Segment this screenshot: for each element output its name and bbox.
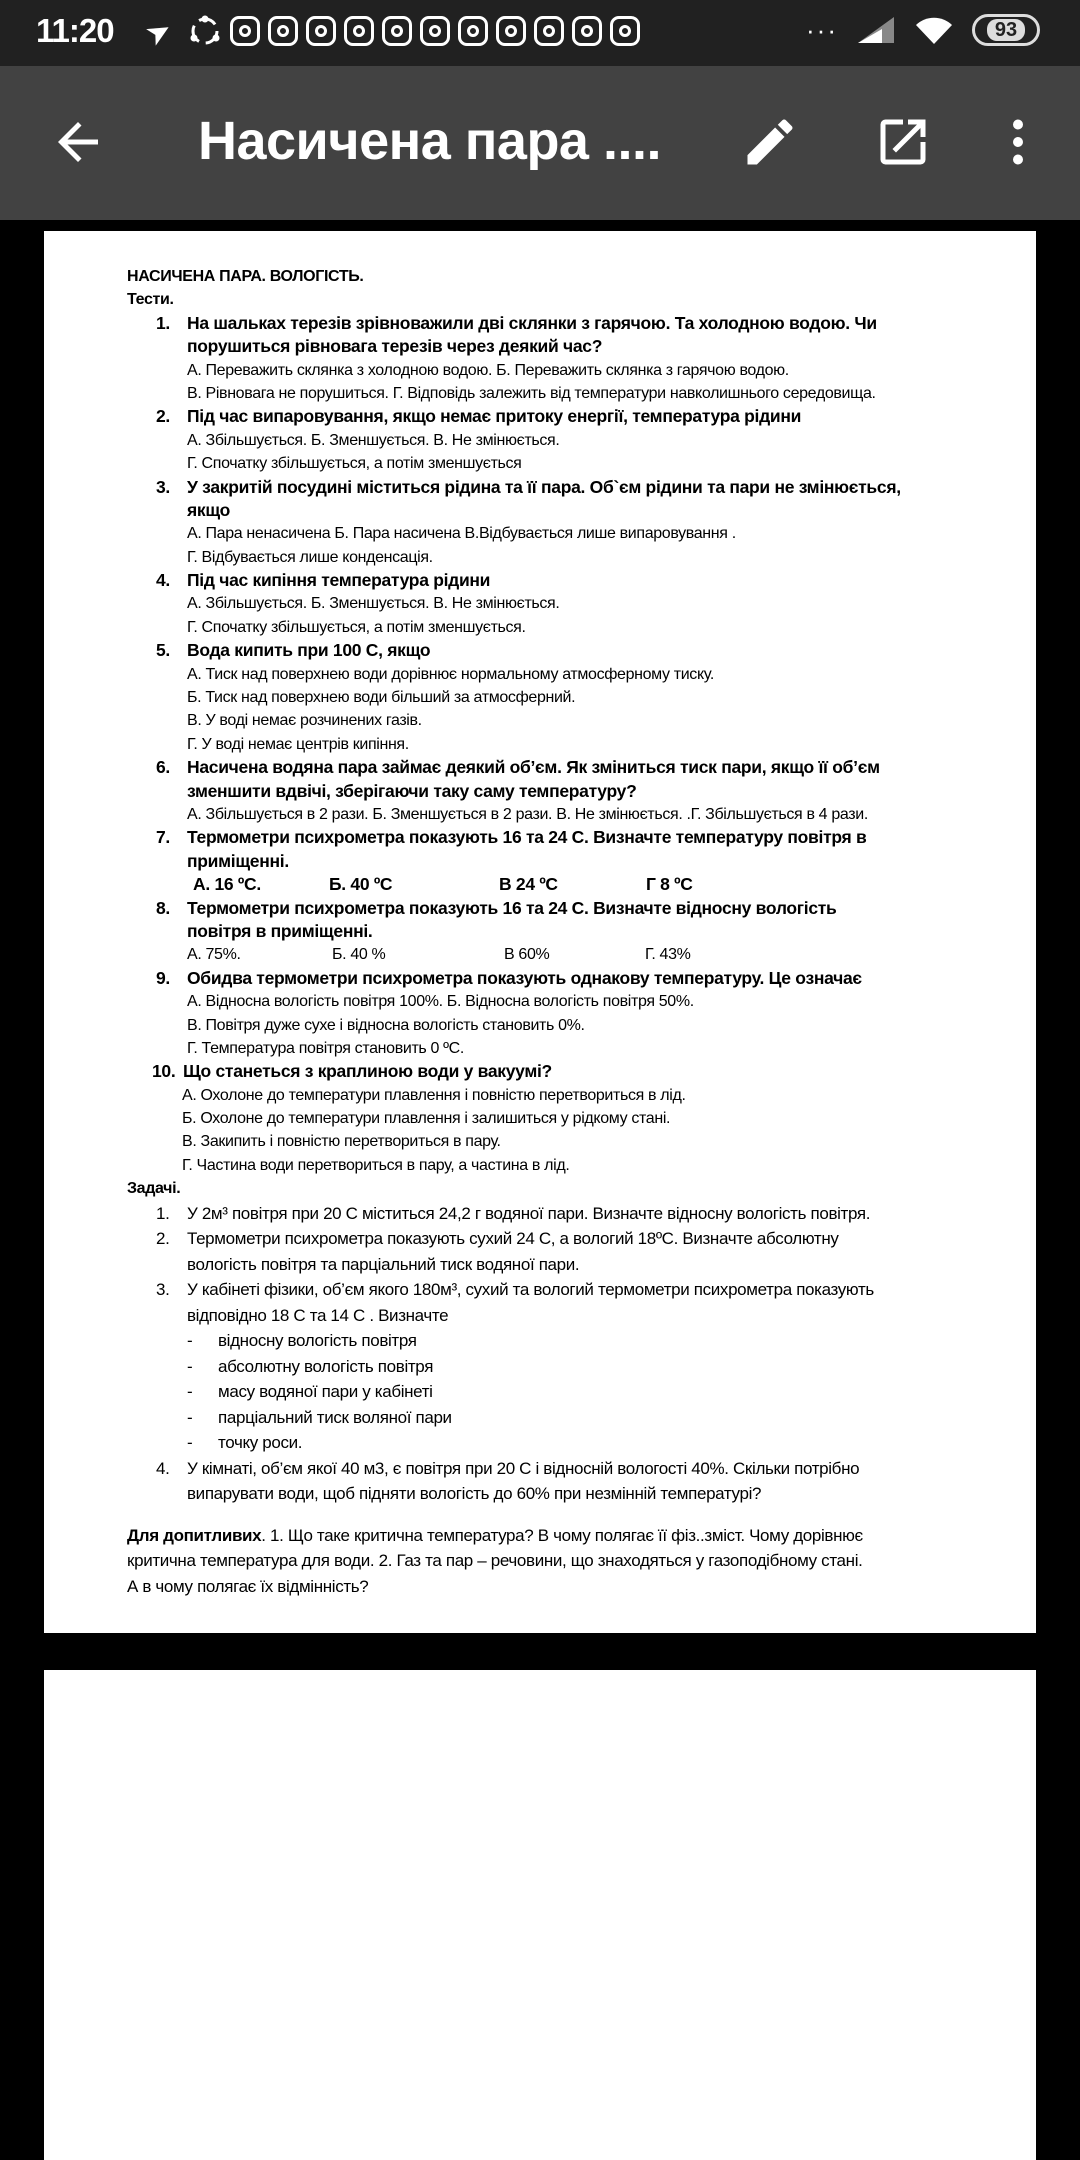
status-bar xyxy=(0,0,1080,66)
test-question-line xyxy=(127,476,901,499)
test-question-line xyxy=(127,569,901,592)
question-text: Термометри психрометра показують 16 та 24 С. Визначте відносну вологість xyxy=(187,897,837,918)
bullet-dash: - xyxy=(187,1407,193,1427)
question-number: 4. xyxy=(156,570,170,591)
question-number: 5. xyxy=(156,640,170,661)
answer-option-line: Б. Тиск над поверхнею води більший за атмосферний. xyxy=(187,689,576,707)
answer-options-row xyxy=(127,943,901,966)
answer-option-line: А. Збільшується в 2 рази. Б. Зменшується в 2 рази. В. Не змінюється. .Г. Збільшується в 4 рази. xyxy=(187,805,868,823)
document-page-2[interactable] xyxy=(44,1670,1036,2160)
task-text: У 2м³ повітря при 20 С міститься 24,2 г водяної пари. Визначте відносну вологість повітря. xyxy=(187,1203,871,1223)
bullet-dash: - xyxy=(187,1356,193,1376)
task-text: У кімнаті, об’єм якої 40 м3, є повітря при 20 С і відносній вологості 40%. Скільки потрібно xyxy=(187,1458,860,1478)
tests-heading: Тести. xyxy=(127,291,174,309)
test-question-line xyxy=(127,920,901,943)
question-text: На шальках терезів зрівноважили дві склянки з гарячою. Та холодною водою. Чи xyxy=(187,312,877,333)
answer-option-line: Г. Температура повітря становить 0 ºС. xyxy=(187,1039,464,1057)
bullet-text: абсолютну вологість повітря xyxy=(218,1356,434,1376)
question-text: Термометри психрометра показують 16 та 24 С. Визначте температуру повітря в xyxy=(187,827,867,848)
bullet-dash: - xyxy=(187,1331,193,1351)
extra-label: Для допитливих xyxy=(127,1525,262,1545)
task-line xyxy=(127,1303,901,1329)
question-number: 9. xyxy=(156,967,170,988)
answer-option-line: А. Тиск над поверхнею води дорівнює нормальному атмосферному тиску. xyxy=(187,665,714,683)
notification-icons xyxy=(139,12,640,54)
tasks-heading: Задачі. xyxy=(127,1180,181,1198)
answer-option-line: А. Збільшується. Б. Зменшується. В. Не змінюється. xyxy=(187,595,560,613)
task-text: Термометри психрометра показують сухий 24 С, а вологий 18ºС. Визначте абсолютну xyxy=(187,1229,839,1249)
instagram-icon xyxy=(610,16,640,46)
task-text: вологість повітря та парціальний тиск водяної пари. xyxy=(187,1254,580,1274)
test-question-line xyxy=(127,967,901,990)
question-number: 8. xyxy=(156,897,170,918)
test-question-line xyxy=(127,850,901,873)
bullet-dash: - xyxy=(187,1382,193,1402)
answer-option-line: В. У воді немає розчинених газів. xyxy=(187,712,422,730)
battery-level: 93 xyxy=(987,19,1025,41)
question-number: 10. xyxy=(152,1061,176,1082)
test-question-line xyxy=(127,1060,901,1083)
bullet-text: відносну вологість повітря xyxy=(218,1331,417,1351)
battery-icon xyxy=(972,14,1040,46)
question-number: 1. xyxy=(156,312,170,333)
open-external-icon[interactable] xyxy=(873,112,933,172)
task-line xyxy=(127,1456,901,1482)
test-question-line xyxy=(127,312,901,335)
edit-pencil-icon[interactable] xyxy=(740,112,800,172)
task-line xyxy=(127,1481,901,1507)
answer-option: Г 8 ºС xyxy=(646,874,693,895)
answer-option-line: А. Збільшується. Б. Зменшується. В. Не змінюється. xyxy=(187,431,560,449)
task-number: 4. xyxy=(156,1458,170,1478)
instagram-icon xyxy=(458,16,488,46)
bullet-text: масу водяної пари у кабінеті xyxy=(218,1382,433,1402)
extra-line xyxy=(127,1523,901,1549)
bullet-text: точку роси. xyxy=(218,1433,303,1453)
task-bullet xyxy=(127,1430,901,1456)
test-question-line xyxy=(127,780,901,803)
instagram-icon xyxy=(420,16,450,46)
question-text: У закритій посудині міститься рідина та її пара. Об`єм рідини та пари не змінюється, xyxy=(187,476,901,497)
bullet-dash: - xyxy=(187,1433,193,1453)
question-text: Під час випаровування, якщо немає притоку енергії, температура рідини xyxy=(187,406,802,427)
answer-option: А. 16 ºС. xyxy=(193,874,261,895)
answer-option-line: А. Охолоне до температури плавлення і повністю перетвориться в лід. xyxy=(182,1086,686,1104)
task-bullet xyxy=(127,1328,901,1354)
test-question-line xyxy=(127,756,901,779)
question-number: 2. xyxy=(156,406,170,427)
wifi-icon xyxy=(914,14,954,46)
test-question-line xyxy=(127,639,901,662)
extra-line xyxy=(127,1574,901,1600)
answer-option-line: Г. У воді немає центрів кипіння. xyxy=(187,735,409,753)
answer-option-line: Г. Відбувається лише конденсація. xyxy=(187,548,433,566)
question-text: повітря в приміщенні. xyxy=(187,920,373,941)
answer-option-line: А. Відносна вологість повітря 100%. Б. Відносна вологість повітря 50%. xyxy=(187,993,694,1011)
answer-option-line: Б. Охолоне до температури плавлення і залишиться у рідкому стані. xyxy=(182,1110,671,1128)
question-number: 3. xyxy=(156,476,170,497)
test-question-line xyxy=(127,826,901,849)
instagram-icon xyxy=(534,16,564,46)
instagram-icon xyxy=(382,16,412,46)
answer-option-line: Г. Спочатку збільшується, а потім зменшується. xyxy=(187,618,526,636)
task-bullet xyxy=(127,1405,901,1431)
status-time: 11:20 xyxy=(36,12,114,49)
bullet-text: парціальний тиск воляної пари xyxy=(218,1407,452,1427)
question-text: Під час кипіння температура рідини xyxy=(187,570,491,591)
instagram-icon xyxy=(306,16,336,46)
question-text: приміщенні. xyxy=(187,850,289,871)
question-text: порушиться рівновага терезів через деякий час? xyxy=(187,336,603,357)
answer-option: Б. 40 % xyxy=(332,946,386,964)
extra-text: . 1. Що таке критична температура? В чому полягає її фіз..зміст. Чому дорівнює xyxy=(261,1525,863,1545)
task-text: відповідно 18 С та 14 С . Визначте xyxy=(187,1305,449,1325)
task-number: 3. xyxy=(156,1280,170,1300)
question-text: якщо xyxy=(187,499,230,520)
question-text: зменшити вдвічі, зберігаючи таку саму температуру? xyxy=(187,780,637,801)
more-notifications-icon: ··· xyxy=(806,14,838,45)
document-title: Насичена пара .... xyxy=(198,111,661,171)
document-page-1[interactable] xyxy=(44,231,1036,1633)
task-text: випарувати води, щоб підняти вологість до 60% при незмінній температурі? xyxy=(187,1484,762,1504)
task-line xyxy=(127,1226,901,1252)
app-bar xyxy=(0,66,1080,220)
answer-option-line: Г. Частина води перетвориться в пару, а частина в лід. xyxy=(182,1156,570,1174)
sync-icon xyxy=(188,14,222,48)
task-line xyxy=(127,1277,901,1303)
answer-option-line: Г. Спочатку збільшується, а потім зменшується xyxy=(187,455,522,473)
extra-text: А в чому полягає їх відмінність? xyxy=(127,1576,369,1596)
answer-option: В 60% xyxy=(504,946,550,964)
task-number: 2. xyxy=(156,1229,170,1249)
document-content xyxy=(127,265,901,1599)
test-question-line xyxy=(127,335,901,358)
answer-option-line: А. Пара ненасичена Б. Пара насичена В.Відбувається лише випаровування . xyxy=(187,525,736,543)
extra-text: критична температура для води. 2. Газ та пар – речовини, що знаходяться у газоподібному стані. xyxy=(127,1551,863,1571)
question-text: Обидва термометри психрометра показують однакову температуру. Це означає xyxy=(187,967,862,988)
task-line xyxy=(127,1201,901,1227)
answer-option-line: А. Переважить склянка з холодною водою. Б. Переважить склянка з гарячою водою. xyxy=(187,361,789,379)
question-number: 6. xyxy=(156,757,170,778)
back-arrow-icon[interactable] xyxy=(48,112,108,172)
extra-line xyxy=(127,1548,901,1574)
task-number: 1. xyxy=(156,1203,170,1223)
answer-option: Г. 43% xyxy=(645,946,691,964)
telegram-icon: ➤ xyxy=(139,12,179,54)
test-question-line xyxy=(127,405,901,428)
more-vert-icon[interactable] xyxy=(988,112,1048,172)
instagram-icon xyxy=(344,16,374,46)
task-text: У кабінеті фізики, об’єм якого 180м³, сухий та вологий термометри психрометра показують xyxy=(187,1280,874,1300)
instagram-icon xyxy=(230,16,260,46)
document-heading: НАСИЧЕНА ПАРА. ВОЛОГІСТЬ. xyxy=(127,268,364,285)
signal-icon xyxy=(856,15,896,45)
answer-option-line: В. Рівновага не порушиться. Г. Відповідь залежить від температури навколишнього середовища. xyxy=(187,384,876,402)
answer-option-line: В. Повітря дуже сухе і відносна вологість становить 0%. xyxy=(187,1016,585,1034)
instagram-icon xyxy=(496,16,526,46)
instagram-icon xyxy=(268,16,298,46)
question-number: 7. xyxy=(156,827,170,848)
question-text: Що станеться з краплиною води у вакуумі? xyxy=(183,1061,552,1082)
task-line xyxy=(127,1252,901,1278)
task-bullet xyxy=(127,1354,901,1380)
answer-options-row xyxy=(127,873,901,896)
answer-option: Б. 40 ºС xyxy=(329,874,393,895)
instagram-icon xyxy=(572,16,602,46)
test-question-line xyxy=(127,499,901,522)
question-text: Вода кипить при 100 С, якщо xyxy=(187,640,431,661)
answer-option: В 24 ºС xyxy=(499,874,558,895)
answer-option: А. 75%. xyxy=(187,946,241,964)
answer-option-line: В. Закипить і повністю перетвориться в пару. xyxy=(182,1133,501,1151)
question-text: Насичена водяна пара займає деякий об’єм. Як зміниться тиск пари, якщо її об’єм xyxy=(187,757,880,778)
task-bullet xyxy=(127,1379,901,1405)
test-question-line xyxy=(127,897,901,920)
